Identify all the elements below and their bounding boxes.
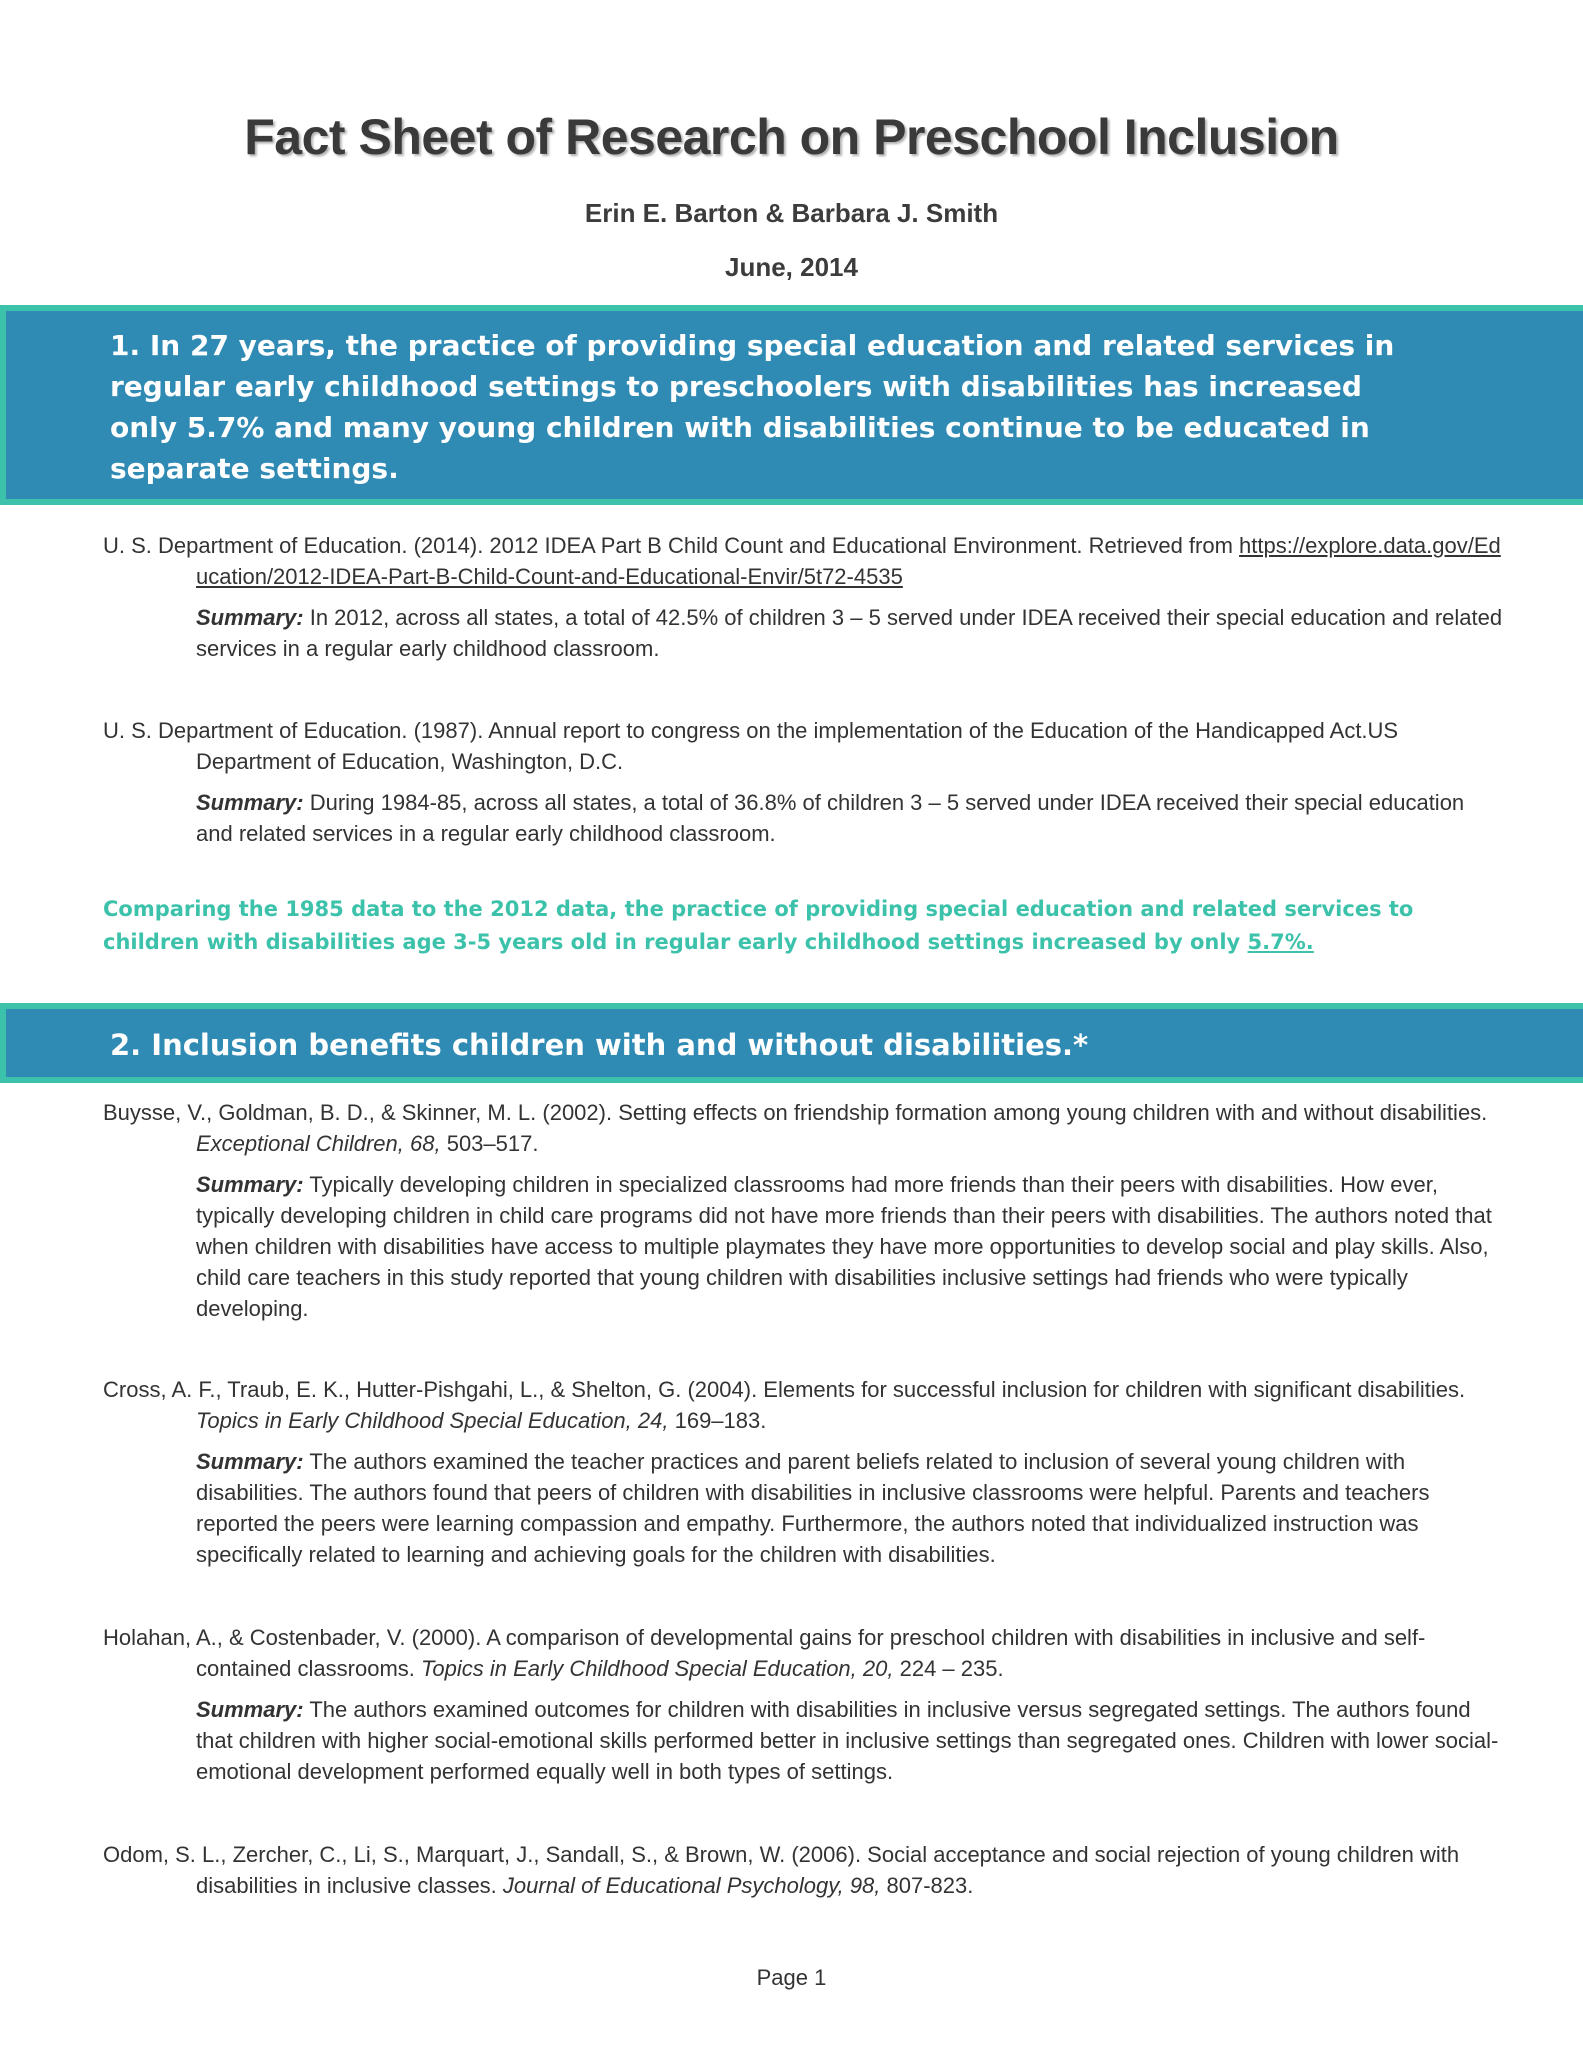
citation: Buysse, V., Goldman, B. D., & Skinner, M. L. (2002). Setting effects on friendship formation among young children with and without disabilities. Exceptional Children, 68, 503–517.: [103, 1100, 1488, 1156]
section-1-heading: 1. In 27 years, the practice of providing special education and related services in regular early childhood settings to preschoolers with disabilities has increased only 5.7% and many young children with disabilities continue to be educated in separate settings.: [110, 329, 1395, 485]
reference-cross-2004: [103, 1374, 1503, 1570]
reference-odom-2006: [103, 1839, 1503, 1901]
citation: Cross, A. F., Traub, E. K., Hutter-Pishgahi, L., & Shelton, G. (2004). Elements for successful inclusion for children with significant disabilities. Topics in Early Childhood Special Education, 24, 169–183.: [103, 1377, 1466, 1433]
summary-label: Summary:: [196, 605, 304, 630]
reference-doe-2014: [103, 530, 1503, 664]
section-1-banner: [0, 305, 1583, 505]
comparison-highlight: Comparing the 1985 data to the 2012 data, the practice of providing special education and related services to children with disabilities age 3-5 years old in regular early childhood settings increased by only 5.7%.: [103, 897, 1414, 954]
summary: Summary: During 1984-85, across all states, a total of 36.8% of children 3 – 5 served under IDEA received their special education and related services in a regular early childhood classroom.: [196, 790, 1465, 846]
summary-label: Summary:: [196, 1449, 304, 1474]
summary-label: Summary:: [196, 1697, 304, 1722]
summary: Summary: Typically developing children in specialized classrooms had more friends than their peers with disabilities. How ever, typically developing children in child care programs did not have more friends than their peers with disabilities. The authors noted that when children with disabilities have access to multiple playmates they have more opportunities to develop social and play skills. Also, child care teachers in this study reported that young children with disabilities inclusive settings had friends who were typically developing.: [196, 1172, 1492, 1321]
section-2-banner: [0, 1003, 1583, 1083]
reference-holahan-2000: [103, 1622, 1503, 1787]
citation: U. S. Department of Education. (2014). 2012 IDEA Part B Child Count and Educational Environment. Retrieved from https://explore.data.gov/Education/2012-IDEA-Part-B-Child-Count-and-Educational-Envir/5t72-4535: [103, 533, 1501, 589]
summary: Summary: The authors examined outcomes for children with disabilities in inclusive versus segregated settings. The authors found that children with higher social-emotional skills performed better in inclusive settings than segregated ones. Children with lower social-emotional development performed equally well in both types of settings.: [196, 1697, 1499, 1784]
summary-label: Summary:: [196, 790, 304, 815]
reference-buysse-2002: [103, 1097, 1503, 1324]
citation: Odom, S. L., Zercher, C., Li, S., Marquart, J., Sandall, S., & Brown, W. (2006). Social acceptance and social rejection of young children with disabilities in inclusive classes. Journal of Educational Psychology, 98, 807-823.: [103, 1842, 1460, 1898]
authors: Erin E. Barton & Barbara J. Smith: [584, 198, 999, 228]
section-2-heading: 2. Inclusion benefits children with and without disabilities.*: [110, 1028, 1089, 1062]
page-title: Fact Sheet of Research on Preschool Inclusion: [244, 109, 1339, 165]
comparison-value: 5.7%.: [1247, 930, 1314, 954]
summary-label: Summary:: [196, 1172, 304, 1197]
citation: U. S. Department of Education. (1987). Annual report to congress on the implementation of the Education of the Handicapped Act.US Department of Education, Washington, D.C.: [103, 718, 1399, 774]
summary: Summary: In 2012, across all states, a total of 42.5% of children 3 – 5 served under IDEA received their special education and related services in a regular early childhood classroom.: [196, 605, 1503, 661]
publication-date: June, 2014: [725, 252, 858, 282]
reference-doe-1987: [103, 715, 1503, 849]
data-gov-link[interactable]: https://explore.data.gov/Education/2012-IDEA-Part-B-Child-Count-and-Educational-Envir/5t72-4535: [196, 533, 1501, 589]
page-number: Page 1: [756, 1965, 827, 1990]
citation: Holahan, A., & Costenbader, V. (2000). A comparison of developmental gains for preschool children with disabilities in inclusive and self-contained classrooms. Topics in Early Childhood Special Education, 20, 224 – 235.: [103, 1625, 1426, 1681]
summary: Summary: The authors examined the teacher practices and parent beliefs related to inclusion of several young children with disabilities. The authors found that peers of children with disabilities in inclusive classrooms were helpful. Parents and teachers reported the peers were learning compassion and empathy. Furthermore, the authors noted that individualized instruction was specifically related to learning and achieving goals for the children with disabilities.: [196, 1449, 1430, 1567]
